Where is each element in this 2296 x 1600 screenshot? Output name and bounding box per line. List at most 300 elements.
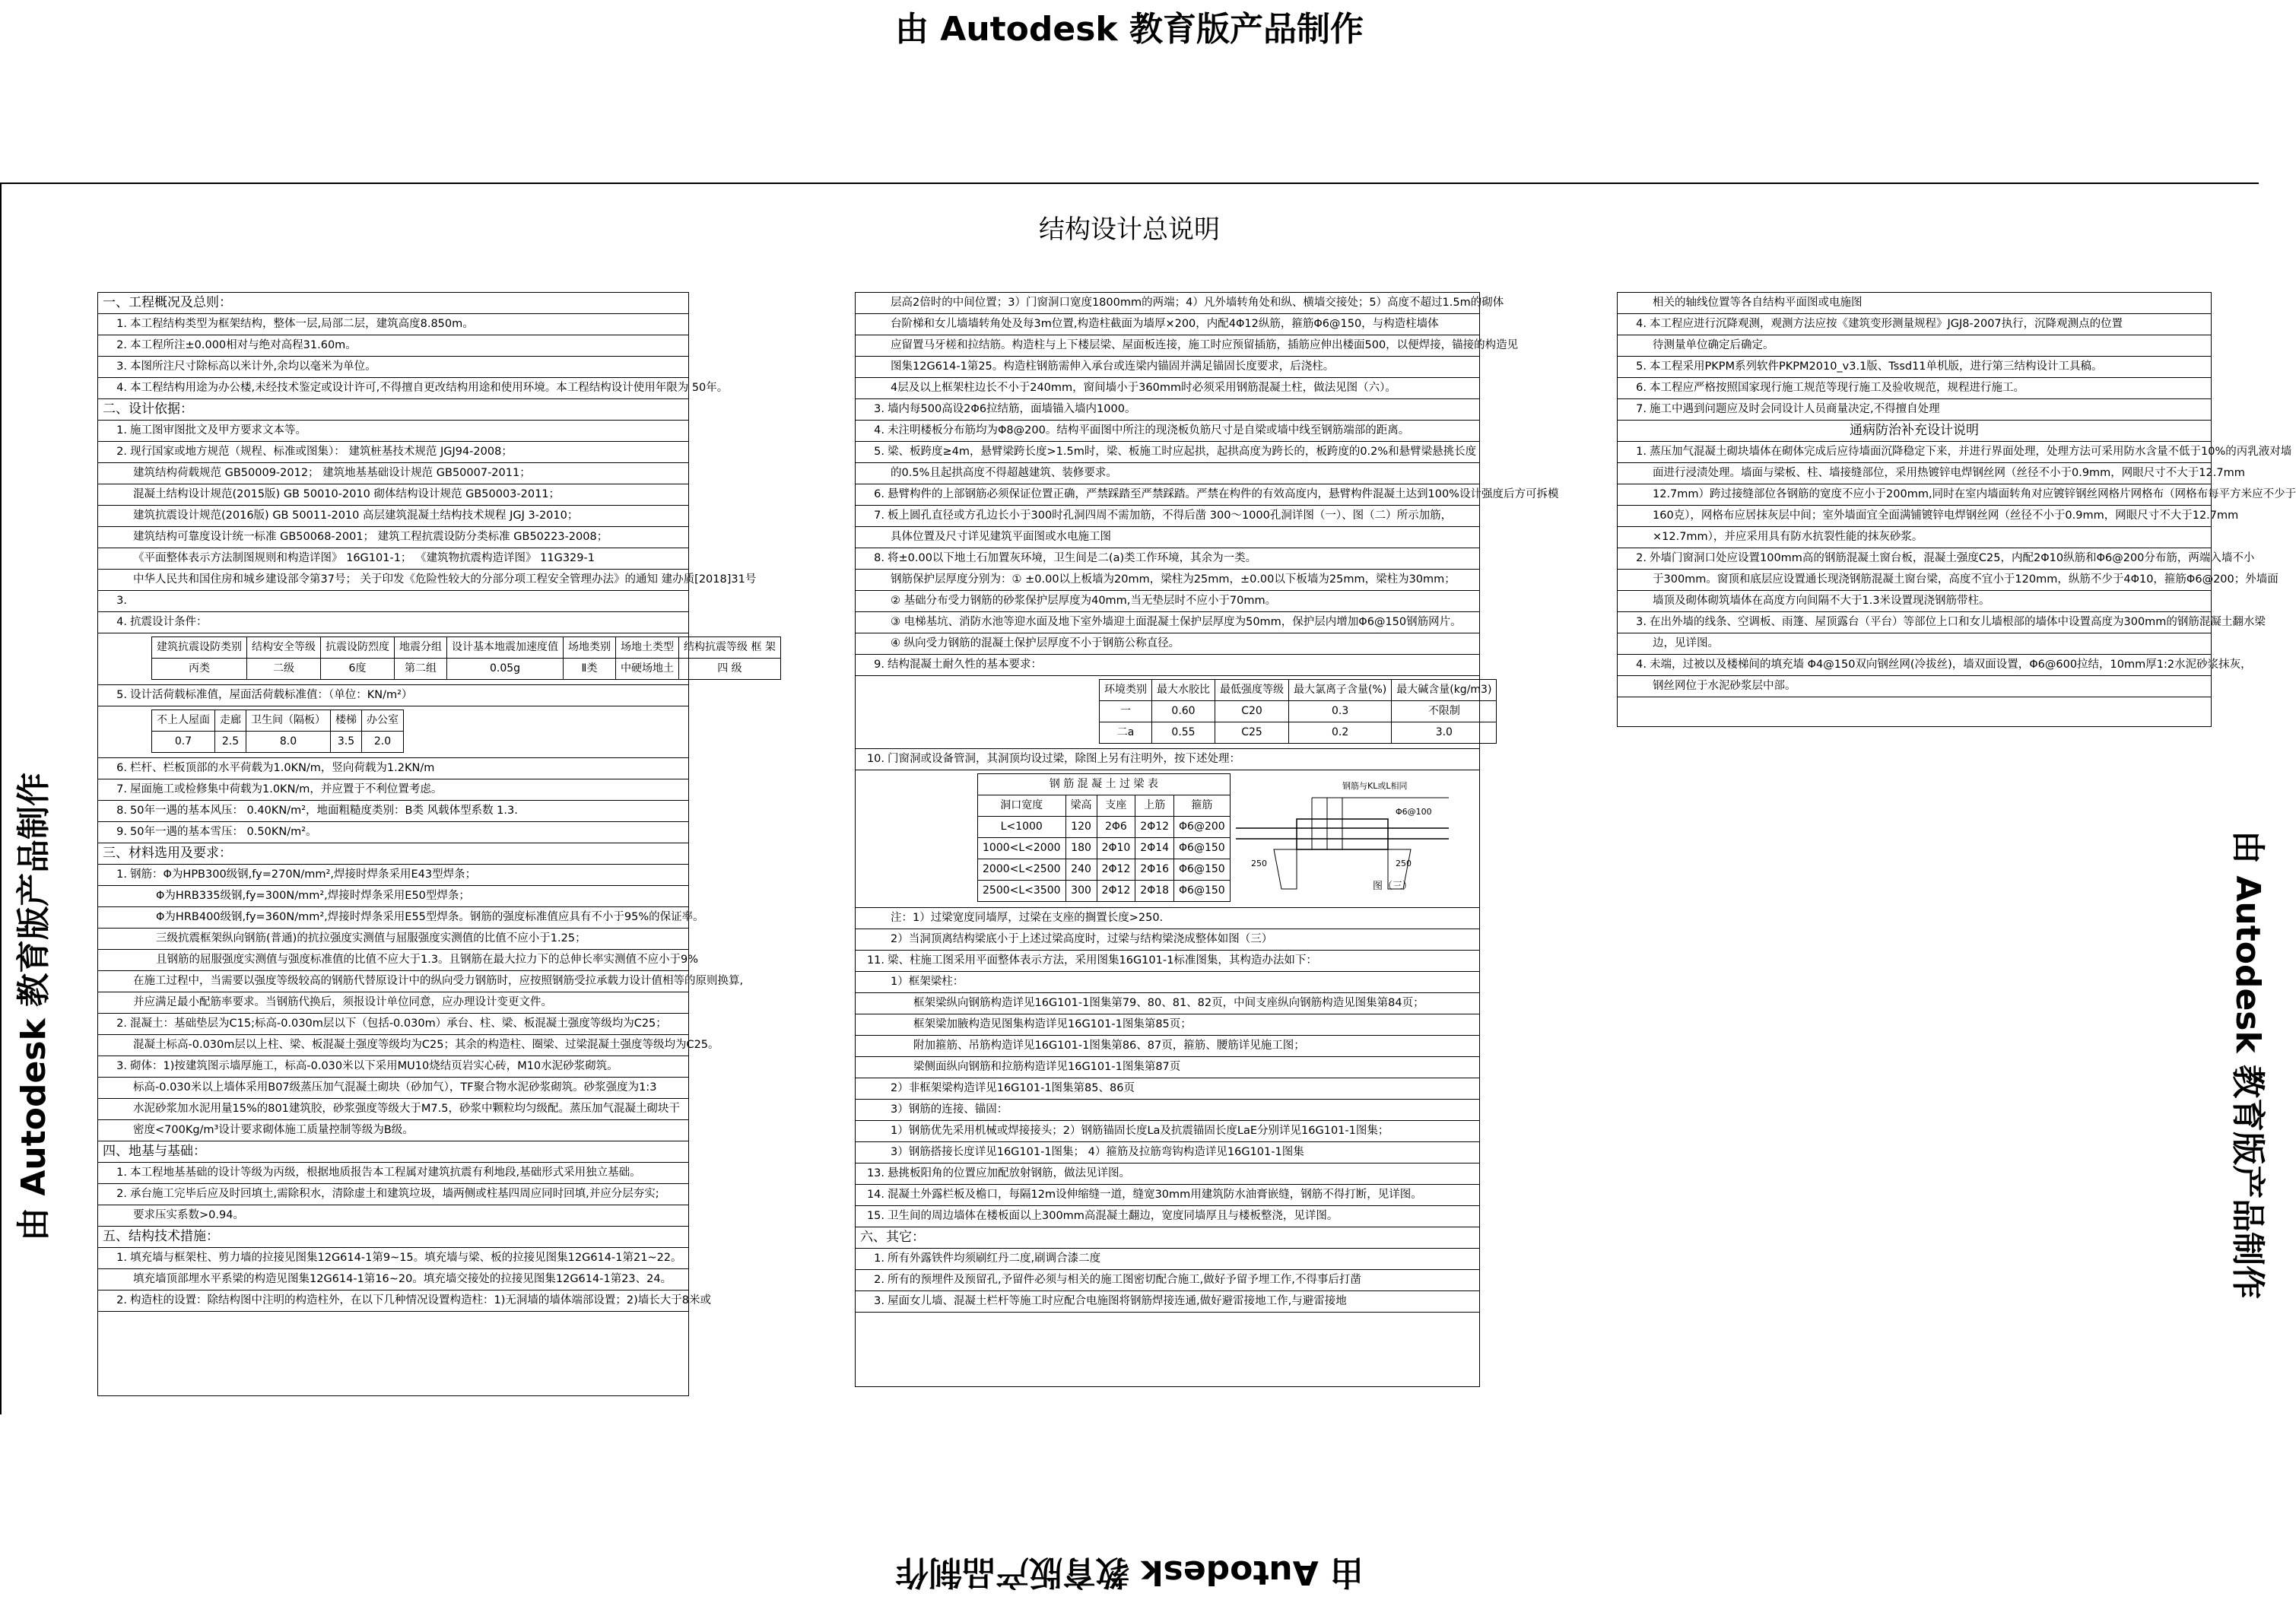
note-row [856,655,1479,676]
table-cell: 地震分组 [395,637,447,659]
note-row [98,886,688,907]
note-text: 建筑结构可靠度设计统一标准 GB50068-2001； 建筑工程抗震设防分类标准 GB50223-2008； [133,531,608,543]
table-cell: C25 [1215,722,1289,744]
note-row [1618,527,2211,548]
note-row [856,1163,1479,1185]
note-row [98,1078,688,1099]
table-cell: 场地土类型 [616,637,679,659]
note-text: 本工程结构用途为办公楼,未经技术鉴定或设计许可,不得擅自更改结构用途和使用环境。本工程结构设计使用年限为 50年。 [130,382,729,394]
item-number: 15. [866,1210,884,1222]
table-cell: Φ6@200 [1174,817,1231,838]
table-cell: 最大氯离子含量(%) [1289,680,1392,701]
lintel-detail-figure [1228,775,1456,897]
note-text: 所有外露铁件均须刷红丹二度,刷调合漆二度 [888,1252,1101,1265]
item-number: 9. [116,826,127,838]
note-row [98,1014,688,1035]
note-text: 50年一遇的基本风压： 0.40KN/m²，地面粗糙度类别：B类 风载体型系数 1.3. [130,805,518,817]
note-row [98,1120,688,1141]
table-cell: 240 [1065,859,1097,881]
item-number: 1. [116,318,127,330]
note-text: 本工程采用PKPM系列软件PKPM2010_v3.1版、Tssd11单机版，进行第三结构设计工具稿。 [1650,360,2103,373]
subsection-title: 通病防治补充设计说明 [1618,421,2211,442]
note-text: 施工图审图批文及甲方要求文本等。 [130,424,306,437]
item-number: 2. [116,1188,127,1200]
table-cell: 楼梯 [331,710,362,732]
note-text: 未端，过被以及楼梯间的填充墙 Φ4@150双向钢丝网(冷拔丝)，墙双面设置，Φ6@600拉结，10mm厚1:2水泥砂浆抹灰， [1650,659,2252,671]
note-text: 本工程结构类型为框架结构，整体一层,局部二层，建筑高度8.850m。 [130,318,474,330]
table-cell: 结构抗震等级 框 架 [679,637,781,659]
note-row [856,1014,1479,1036]
note-row [856,357,1479,378]
table-cell: 2.5 [215,732,246,753]
note-row [98,1290,711,1312]
item-number: 7. [1636,403,1647,415]
note-row [1618,378,2211,399]
load-table [151,710,404,753]
note-row [98,463,688,484]
table-cell: 2Φ14 [1135,838,1174,859]
table-cell: 中硬场地土 [616,659,679,680]
note-text: 1）钢筋优先采用机械或焊接接头；2）钢筋锚固长度La及抗震锚固长度LaE分别详见16G101-1图集； [891,1125,1389,1137]
note-row [856,1036,1479,1057]
table-cell: 2Φ16 [1135,859,1174,881]
table-cell: 设计基本地震加速度值 [447,637,564,659]
note-text: 且钢筋的屈服强度实测值与强度标准值的比值不应大于1.3。且钢筋在最大拉力下的总伸长率实测值不应小于9% [156,954,699,966]
table-cell: 0.60 [1152,701,1215,722]
table-row [978,881,1231,902]
note-row [98,1248,688,1269]
table-cell: 二级 [247,659,321,680]
note-row [98,357,688,378]
item-number: 4. [1636,318,1647,330]
note-row [856,951,1479,972]
table-cell: 2Φ12 [1135,817,1174,838]
table-cell: 0.2 [1289,722,1392,744]
table-cell: 0.55 [1152,722,1215,744]
note-row [98,1163,688,1184]
note-text: 框架梁加腋构造见图集构造详见16G101-1图集第85页； [913,1018,1192,1030]
item-number: 1. [116,868,127,881]
item-number: 13. [866,1167,884,1179]
note-text: 栏杆、栏板顶部的水平荷载为1.0KN/m，竖向荷载为1.2KN/m [130,762,435,774]
note-text: 将±0.00以下地土石加置灰环境，卫生间是二(a)类工作环境，其余为一类。 [888,552,1257,564]
table-cell: 二a [1100,722,1152,744]
seismic-table [151,637,781,680]
item-number: 3. [874,1295,884,1307]
note-text: 面进行浸渍处理。墙面与梁板、柱、墙接缝部位，采用热镀锌电焊钢丝网（丝径不小于0.9mm，网眼尺寸不大于12.7mm [1653,467,2245,479]
note-text: 墙内每500高设2Φ6拉结筋，面墙锚入墙内1000。 [888,403,1136,415]
note-text: 混凝土结构设计规范(2015版) GB 50010-2010 砌体结构设计规范 GB50003-2011； [133,488,561,500]
drawing-frame-left [0,183,2,1414]
note-row [856,527,1479,548]
item-number: 4. [116,616,127,628]
note-row [1618,442,2292,463]
note-row [856,506,1479,527]
note-row [1618,506,2239,527]
item-number: 2. [116,1294,127,1306]
figure-label: 图（三） [1373,881,1413,892]
note-row [98,1056,688,1078]
watermark-right: 由 Autodesk 教育版产品制作 [2228,830,2267,1300]
table-cell: 梁高 [1065,795,1097,817]
item-number: 3. [1636,616,1647,628]
note-text: 中华人民共和国住房和城乡建设部令第37号； 关于印发《危险性较大的分部分项工程安全管理办法》的通知 建办质[2018]31号 [133,573,757,586]
note-text: 承台施工完毕后应及时回填土,需除积水，清除虚土和建筑垃圾，墙两侧或柱基四周应同时回填,并应分层夯实; [130,1188,659,1200]
table-cell: 180 [1065,838,1097,859]
note-row [98,1184,688,1205]
note-row [98,570,757,591]
note-text: 台阶梯和女儿墙墙转角处及每3m位置,构造柱截面为墙厚×200，内配4Φ12纵筋，箍筋Φ6@150，与构造柱墙体 [891,318,1439,330]
note-row [1618,612,2266,633]
note-text: 本工程所注±0.000相对与绝对高程31.60m。 [130,339,357,351]
note-text: 并应满足最小配筋率要求。当钢筋代换后，须报设计单位同意，应办理设计变更文件。 [133,996,552,1008]
note-text: 屋面女儿墙、混凝土栏杆等施工时应配合电施图将钢筋焊接连通,做好避雷接地工作,与避雷接地 [888,1295,1347,1307]
note-text: 2）非框架梁构造详见16G101-1图集第85、86页 [891,1082,1135,1094]
note-text: ④ 纵向受力钢筋的混凝土保护层厚度不小于钢筋公称直径。 [891,637,1180,649]
table-cell: 3.5 [331,732,362,753]
note-row [856,484,1559,506]
note-text: 未注明楼板分布筋均为Φ8@200。结构平面图中所注的现浇板负筋尺寸是自梁或墙中线至钢筋端部的距离。 [888,424,1410,437]
note-row [856,612,1479,633]
note-row [1618,314,2211,335]
table-row [1100,722,1497,744]
table-cell: 2000<L<2500 [978,859,1066,881]
note-text: 梁侧面纵向钢筋和拉筋构造详见16G101-1图集第87页 [913,1061,1181,1073]
note-row [1618,399,2211,421]
item-number: 3. [116,595,127,607]
table-cell: 2.0 [362,732,404,753]
note-text: 钢丝网位于水泥砂浆层中部。 [1653,680,1796,692]
note-text: 2）当洞顶离结构梁底小于上述过梁高度时，过梁与结构梁浇成整体如图（三） [891,933,1273,945]
table-cell: 结构安全等级 [247,637,321,659]
note-text: 在施工过程中，当需要以强度等级较高的钢筋代替原设计中的纵向受力钢筋时，应按照钢筋受拉承载力设计值相等的原则换算, [133,975,744,987]
section-heading [98,1227,688,1248]
note-row [98,758,688,779]
table-cell: 2Φ12 [1097,859,1135,881]
note-row [98,612,688,633]
item-number: 2. [874,1274,884,1286]
lintel-table [977,773,1231,902]
table-cell: 办公室 [362,710,404,732]
note-row [856,1078,1479,1100]
note-text: 施工中遇到问题应及时会同设计人员商量决定,不得擅自处理 [1650,403,1940,415]
note-text: 屋面施工或检修集中荷载为1.0KN/m，并应置于不利位置考虑。 [130,783,443,795]
table-cell: 建筑抗震设防类别 [152,637,247,659]
note-row [856,972,1479,993]
note-row [1618,633,2211,655]
note-text: 建筑结构荷载规范 GB50009-2012； 建筑地基基础设计规范 GB50007-2011； [133,467,531,479]
note-text: 卫生间的周边墙体在楼板面以上300mm高混凝土翻边，宽度同墙厚且与楼板整浇，见详图。 [888,1210,1339,1222]
note-text: 现行国家或地方规范（规程、标准或图集）： 建筑桩基技术规范 JGJ94-2008； [130,446,513,458]
item-number: 6. [874,488,884,500]
note-text: 二、设计依据： [103,402,193,417]
note-text: 混凝土：基础垫层为C15;标高-0.030m层以下（包括-0.030m）承台、柱、梁、板混凝土强度等级均为C25； [130,1017,667,1030]
table-cell: 0.05g [447,659,564,680]
note-row [1618,655,2252,676]
lintel-box [856,770,1479,908]
note-text: 钢筋：Φ为HPB300级钢,fy=270N/mm²,焊接时焊条采用E43型焊条； [130,868,477,881]
note-text: Φ为HRB400级钢,fy=360N/mm²,焊接时焊条采用E55型焊条。钢筋的强度标准值应具有不小于95%的保证率。 [156,911,704,923]
table-cell: 2Φ6 [1097,817,1135,838]
item-number: 8. [116,805,127,817]
note-row [856,908,1479,929]
item-number: 2. [116,339,127,351]
note-row [98,421,688,442]
item-number: 1. [116,424,127,437]
note-text: 五、结构技术措施： [103,1229,219,1244]
note-row [98,527,688,548]
note-row [1618,591,2211,612]
note-row [98,1269,688,1290]
item-number: 1. [116,1167,127,1179]
section-heading [98,843,688,865]
note-row [856,633,1479,655]
table-row [152,637,781,659]
item-number: 1. [116,1252,127,1264]
note-text: 外墙门窗洞口处应设置100mm高的钢筋混凝土窗台板，混凝土强度C25，内配2Φ10纵筋和Φ6@200分布筋，两端入墙不小 [1650,552,2255,564]
note-row [856,399,1479,421]
note-row [856,591,1479,612]
item-number: 4. [1636,659,1647,671]
note-row [98,822,688,843]
note-text: 建筑抗震设计规范(2016版) GB 50011-2010 高层建筑混凝土结构技术规程 JGJ 3-2010； [133,510,579,522]
note-text: 混凝土外露栏板及檐口，每隔12m设伸缩缝一道，缝宽30mm用建筑防水油膏嵌缝，钢筋不得打断，见详图。 [888,1189,1422,1201]
note-text: 图集12G614-1第25。构造柱钢筋需伸入承台或连梁内锚固并满足锚固长度要求，后浇柱。 [891,360,1335,373]
note-row [856,1270,1479,1291]
note-text: 四、地基与基础： [103,1144,206,1159]
note-row [1618,548,2255,570]
lintel-table-title: 钢 筋 混 凝 土 过 梁 表 [978,774,1231,795]
note-row [98,992,688,1014]
table-cell: 最低强度等级 [1215,680,1289,701]
table-cell: 第二组 [395,659,447,680]
section-heading [98,1141,688,1163]
note-row [856,1100,1479,1121]
item-number: 3. [116,1060,127,1072]
note-row [856,314,1479,335]
section-heading [98,293,688,314]
note-row [856,1121,1479,1142]
durability-table [1099,679,1497,744]
table-cell: L<1000 [978,817,1066,838]
item-number: 3. [874,403,884,415]
table-cell: 2500<L<3500 [978,881,1066,902]
note-text: ×12.7mm），并应采用具有防水抗裂性能的抹灰砂浆。 [1653,531,1923,543]
table-row [978,795,1231,817]
note-row [98,506,688,527]
note-row [856,993,1479,1014]
note-text: 3）钢筋的连接、锚固： [891,1103,1008,1116]
item-number: 2. [1636,552,1647,564]
note-row [856,548,1479,570]
table-row [978,817,1231,838]
note-text: 水泥砂浆加水泥用量15%的801建筑胶，砂浆强度等级大于M7.5，砂浆中颗粒均匀级配。蒸压加气混凝土砌块干 [133,1103,680,1115]
note-row [856,929,1479,951]
table-cell: 1000<L<2000 [978,838,1066,859]
table-row [152,710,404,732]
table-cell: 6度 [321,659,395,680]
item-number: 4. [874,424,884,437]
note-row [98,971,744,992]
section-heading [98,399,688,421]
note-text: 本工程地基基础的设计等级为丙级，根据地质报告本工程属对建筑抗震有利地段,基础形式采用独立基础。 [130,1167,641,1179]
note-row [98,442,688,463]
table-cell: 2Φ10 [1097,838,1135,859]
section-heading [856,1227,1479,1249]
note-row [98,1035,719,1056]
table-cell: 最大水胶比 [1152,680,1215,701]
note-row [98,950,699,971]
note-text: 50年一遇的基本雪压： 0.50KN/m²。 [130,826,317,838]
seismic-table-box [98,633,776,685]
note-row [98,801,688,822]
table-cell: 不限制 [1392,701,1497,722]
note-text: 砌体：1)按建筑图示墙厚施工，标高-0.030米以下采用MU10烧结页岩实心砖，M10水泥砂浆砌筑。 [130,1060,618,1072]
table-cell: Φ6@150 [1174,838,1231,859]
table-cell: 丙类 [152,659,247,680]
note-text: 框架梁纵向钢筋构造详见16G101-1图集第79、80、81、82页，中间支座纵向钢筋构造见图集第84页； [913,997,1424,1009]
note-row [98,779,688,801]
note-text: 4层及以上框架柱边长不小于240mm，窗间墙小于360mm时必须采用钢筋混凝土柱，做法见图（六）。 [891,382,1396,394]
note-text: 钢筋保护层厚度分别为：① ±0.00以上板墙为20mm，梁柱为25mm，±0.00以下板墙为25mm，梁柱为30mm； [891,573,1456,586]
column-1 [97,292,776,1396]
table-cell: 不上人屋面 [152,710,215,732]
item-number: 6. [1636,382,1647,394]
item-number: 11. [866,954,884,967]
table-cell: 箍筋 [1174,795,1231,817]
watermark-top: 由 Autodesk 教育版产品制作 [894,10,1364,49]
item-number: 7. [116,783,127,795]
note-row [1618,570,2279,591]
note-row [856,378,1479,399]
note-row [1618,335,2211,357]
note-row [98,1205,688,1227]
note-text: 层高2倍时的中间位置；3）门窗洞口宽度1800mm的两端；4）凡外墙转角处和纵、横墙交接处；5）高度不超过1.5m的砌体 [891,297,1504,309]
note-text: 边，见详图。 [1653,637,1719,649]
table-cell: 上筋 [1135,795,1174,817]
note-text: 标高-0.030米以上墙体采用B07级蒸压加气混凝土砌块（砂加气），TF聚合物水泥砂浆砌筑。砂浆强度为1:3 [133,1081,657,1094]
note-row [856,1249,1479,1270]
table-cell: Φ6@150 [1174,859,1231,881]
table-cell: 卫生间（隔板） [246,710,331,732]
item-number: 5. [874,446,884,458]
note-row [856,1291,1479,1313]
table-cell: 场地类别 [564,637,616,659]
note-row [98,1099,688,1120]
note-text: 密度<700Kg/m³设计要求砌体施工质量控制等级为B级。 [133,1124,414,1136]
note-text: 待测量单位确定后确定。 [1653,339,1774,351]
note-row [98,907,704,929]
note-text: 三级抗震框架纵向钢筋(普通)的抗拉强度实测值与屈服强度实测值的比值不应小于1.25； [156,932,586,944]
table-row [1100,680,1497,701]
note-row: 10. 门窗洞或设备管洞，其洞顶均设过梁，除图上另有注明外，按下述处理： [856,749,1479,770]
column-2 [855,292,1559,1387]
item-number: 2. [116,1017,127,1030]
note-text: ② 基础分布受力钢筋的砂浆保护层厚度为40mm,当无垫层时不应小于70mm。 [891,595,1277,607]
table-cell: 走廊 [215,710,246,732]
note-row [856,1185,1479,1206]
item-number: 2. [116,446,127,458]
table-row [152,732,404,753]
note-text: 本图所注尺寸除标高以米计外,余均以毫米为单位。 [130,360,376,373]
note-text: 1）框架梁柱： [891,976,964,988]
sheet-title: 结构设计总说明 [1039,214,1220,245]
table-cell: 8.0 [246,732,331,753]
item-number: 4. [116,382,127,394]
table-cell: 四 级 [679,659,781,680]
note-row [98,929,688,950]
note-text: Φ为HRB335级钢,fy=300N/mm²,焊接时焊条采用E50型焊条； [156,890,470,902]
note-row [98,865,688,886]
note-row [856,293,1504,314]
note-text: 附加箍筋、吊筋构造详见16G101-1图集第86、87页，箍筋、腰筋详见施工图； [913,1040,1305,1052]
table-cell: 最大碱含量(kg/m3) [1392,680,1497,701]
note-text: 填充墙顶部埋水平系梁的构造见图集12G614-1第16~20。填充墙交接处的拉接见图集12G614-1第23、24。 [133,1273,672,1285]
table-cell: 2Φ18 [1135,881,1174,902]
note-row [1618,676,2211,697]
note-text: 悬臂构件的上部钢筋必须保证位置正确，严禁踩踏至严禁踩踏。严禁在构件的有效高度内，悬臂构件混凝土达到100%设计强度后方可拆模 [888,488,1559,500]
table-cell: 120 [1065,817,1097,838]
note-row [98,591,688,612]
note-text: 160克），网格布应居抹灰层中间；室外墙面宜全面满铺镀锌电焊钢丝网（丝径不小于0.9mm，网眼尺寸不大于12.7mm [1653,510,2239,522]
note-text: 构造柱的设置：除结构图中注明的构造柱外，在以下几种情况设置构造柱：1)无洞墙的墙体端部设置；2)墙长大于8米或 [130,1294,711,1306]
table-row [152,659,781,680]
note-row [856,335,1519,357]
watermark-left: 由 Autodesk 教育版产品制作 [14,772,53,1241]
note-text: 一、工程概况及总则： [103,295,232,310]
table-cell: 洞口宽度 [978,795,1066,817]
note-text: 3）钢筋搭接长度详见16G101-1图集； 4）箍筋及拉筋弯钩构造详见16G101-1图集 [891,1146,1304,1158]
item-number: 14. [866,1189,884,1201]
item-number: 1. [1636,446,1647,458]
note-row [98,378,729,399]
note-row [1618,293,2211,314]
figure-dimension: 250 [1251,859,1267,868]
note-text: 注：1）过梁宽度同墙厚，过梁在支座的搁置长度>250. [891,912,1164,924]
note-row: 5. 设计活荷载标准值，屋面活荷载标准值：（单位：KN/m²） [98,685,688,706]
note-text: 在出外墙的线条、空调板、雨篷、屋顶露台（平台）等部位上口和女儿墙根部的墙体中设置高度为300mm的钢筋混凝土翻水梁 [1650,616,2266,628]
note-text: 蒸压加气混凝土砌块墙体在砌体完成后应待墙面沉降稳定下来，并进行界面处理，处理方法可采用防水含量不低于10%的丙乳液对墙 [1650,446,2292,458]
note-text: 具体位置及尺寸详见建筑平面图或水电施工图 [891,531,1111,543]
note-row [856,463,1479,484]
note-text: 所有的预埋件及预留孔,予留件必须与相关的施工图密切配合施工,做好予留予埋工作,不得事后打凿 [888,1274,1361,1286]
item-number: 5. [1636,360,1647,373]
note-row [98,548,688,570]
note-text: 要求压实系数>0.94。 [133,1209,244,1221]
note-text: 三、材料选用及要求： [103,846,232,861]
load-table-box [98,706,688,758]
table-title-row [978,774,1231,795]
note-row [1618,357,2211,378]
table-cell: 0.7 [152,732,215,753]
table-cell: 0.3 [1289,701,1392,722]
table-row [978,859,1231,881]
note-text: 结构混凝土耐久性的基本要求： [888,659,1042,671]
item-number: 9. [874,659,884,671]
note-text: 的0.5%且起拱高度不得超越建筑、装修要求。 [891,467,1117,479]
item-number: 8. [874,552,884,564]
durability-table-box [856,676,1492,749]
note-row [856,1142,1479,1163]
note-row [856,442,1479,463]
item-number: 1. [874,1252,884,1265]
note-row [856,421,1479,442]
note-text: 板上圆孔直径或方孔边长小于300时孔洞四周不需加筋，不得后凿 300～1000孔洞详图（一）、图（二）所示加筋， [888,510,1453,522]
table-cell: 抗震设防烈度 [321,637,395,659]
figure-note: 钢筋与KL或L相同 [1342,781,1408,791]
note-text: 六、其它： [860,1230,925,1245]
table-row [978,838,1231,859]
